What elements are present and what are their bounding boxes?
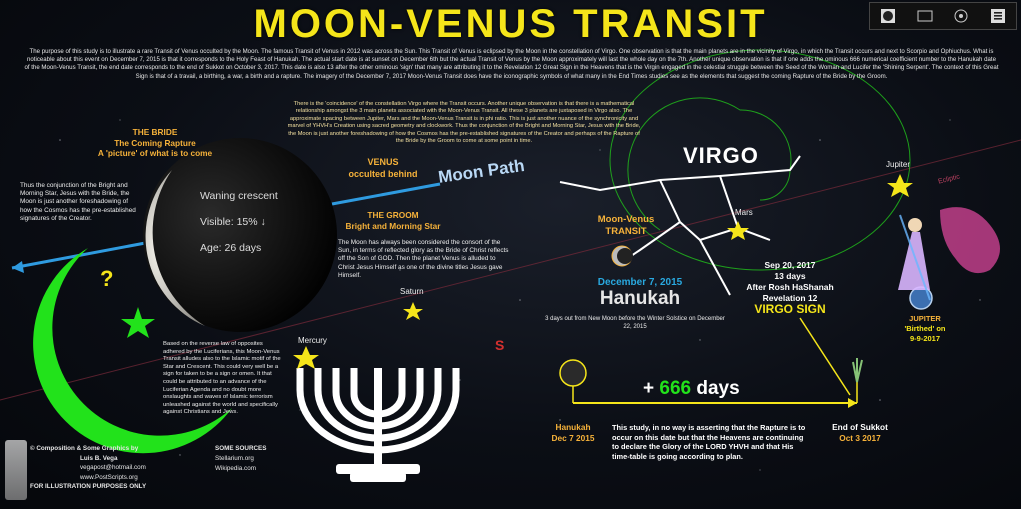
green-star — [121, 307, 155, 338]
sep-caption — [740, 260, 840, 315]
bride-tagline: A 'picture' of what is to come — [97, 148, 213, 158]
sep-revelation: Revelation 12 — [762, 293, 818, 303]
s-label: S — [495, 337, 505, 353]
venus-caption — [338, 156, 428, 180]
disclaimer: This study, in no way is asserting that the Rapture is to occur on this date but that the Heavens are continuing to declare the Glory of the LORD YHVH and that His time-table is going according to plan. — [612, 423, 806, 461]
timeline-label — [643, 378, 740, 400]
virgo-label: VIRGO — [683, 143, 759, 168]
credits-author: Luis B. Vega — [80, 454, 118, 462]
groom-heading: THE GROOM — [367, 210, 419, 220]
credits-block — [30, 444, 150, 492]
sukkot-lulav-icon — [853, 358, 862, 382]
venus-subheading: occulted behind — [348, 169, 418, 179]
jupiter-birth-birthed: 'Birthed' on — [904, 324, 946, 333]
timeline-start-date: Dec 7 2015 — [551, 432, 595, 443]
page-title: MOON-VENUS TRANSIT — [253, 2, 768, 46]
sep-after: After Rosh HaShanah — [746, 282, 834, 292]
source-wikipedia: Wikipedia.com — [215, 465, 256, 472]
mars-star — [727, 221, 749, 240]
moon-visibility: Visible: 15% ↓ — [200, 216, 266, 228]
sep-days: 13 days — [774, 271, 806, 281]
dragon-figure — [940, 207, 1000, 273]
credits-disclaimer: FOR ILLUSTRATION PURPOSES ONLY — [30, 483, 147, 490]
mercury-star — [293, 346, 319, 369]
ecliptic-label: Ecliptic — [937, 173, 961, 186]
author-logo — [5, 440, 27, 500]
transit-moon-shadow — [617, 248, 633, 264]
jupiter-star — [887, 174, 913, 197]
credits-line: © Composition & Some Graphics by — [30, 445, 139, 452]
groom-caption — [328, 210, 458, 231]
intro-paragraph: The purpose of this study is to illustrate a rare Transit of Venus occulted by the Moon. The famous Transit of Venus in 2012 was across the Sun. This Transit of Venus is eclipsed by the Moon in the constellation of Virgo. One observation is that the main planets are in the vicinity of Virgo, in which the Transit occurs and next to Scorpio and Ophiuchus. What is noticeable about this event on December 7, 2015 is that it corresponds to the Holy Feast of Hanukah. The actual start date is at sunset on December 6th but the actual Transit of Venus by the Moon approximately will last the whole day on the 7th. Another unique observation is that if one adds the ominous 666 numerical coefficient number to the Hanukah date of the Moon-Venus Transit, the end date corresponds to the end of Sukkot on October 3, 2017. This date is also 13 after the other ominous 'sign' that many are attributing it to the Revelation 12 Great Sign in the Heavens that is the Virgin engaged in the celestial struggle between the Seed of the Woman and Lucifer the 'Shining Serpent'. The context of this Great Sign is that of a travail, a birthing, a war, a birth and a rapture. The imagery of the December 7, 2017 Moon-Venus Transit does have the iconographic symbols of what many in the End Times studies see as the elements that suggest the coming Rapture of the Bride by the Groom. — [24, 48, 999, 80]
moon-info-panel — [200, 183, 278, 261]
timeline-end-date: Oct 3 2017 — [839, 432, 881, 443]
transit-note: 3 days out from New Moon before the Winter Solstice on December 22, 2015 — [545, 316, 725, 330]
timeline-end-label: End of Sukkot — [832, 422, 888, 432]
hanukah-label: Hanukah — [599, 288, 681, 309]
transit-date: December 7, 2015 — [597, 277, 683, 288]
venus-heading: VENUS — [367, 157, 399, 167]
sources-block — [215, 444, 295, 474]
coincidence-paragraph: There is the 'coincidence' of the constellation Virgo where the Transit occurs. Another unique observation is that there is a mathematical relationship amongst the 3 main planets associated with the Moon-Venus Transit. All these 3 planets are juxtaposed in Virgo also. The approximate spacing between Jupiter, Mars and the Moon-Venus Transit is in phi ratio. This is just another nuance of the synchronicity and marvel of YHVH's Creation using sacred geometry and clockwork. Thus the conjunction of the Bright and Morning Star, Jesus with the Bride, the Moon is just another foreshadowing of how the Cosmos has the pre-established signatures of the Creator and perhaps of the Rapture of the Bride by the Groom to come at some point in time. — [287, 101, 641, 145]
timeline-start-menorah-icon — [560, 360, 586, 386]
transit-caption — [576, 214, 676, 238]
jupiter-birth-heading: JUPITER — [909, 314, 941, 323]
menorah — [300, 368, 456, 482]
timeline-start-label: Hanukah — [555, 422, 591, 432]
timeline-arrow — [848, 398, 857, 408]
jupiter-birth-date: 9-9-2017 — [909, 334, 941, 343]
bride-heading: THE BRIDE — [132, 127, 178, 137]
transit-heading: Moon-Venus — [597, 214, 655, 225]
virgo-sign-pointer — [800, 318, 850, 395]
timeline-end-caption — [820, 422, 900, 443]
virgin-figure — [898, 215, 930, 300]
bride-text: Thus the conjunction of the Bright and Morning Star, Jesus with the Bride, the Moon is just another foreshadowing of how the Cosmos has the pre-established signatures of the Creator. — [20, 182, 136, 222]
crescent-text: Based on the reverse law of opposites adhered by the Luciferians, this Moon-Venus Transit alludes also to the Islamic motif of the Star and Crescent. This could very well be a sign for taken to be a sign or omen. It that could be attributed to an advance of the Luciferian Agenda and no doubt more onslaughts and waves of Islamic terrorism unleashed against the world and specifically against Christians and Jews. — [163, 341, 281, 416]
mercury-label: Mercury — [298, 336, 327, 345]
moon-age: Age: 26 days — [200, 242, 262, 254]
credits-email: vegapost@hotmail.com — [80, 464, 146, 471]
jupiter-label: Jupiter — [886, 160, 911, 169]
moon-path-arrow — [12, 261, 24, 273]
timeline-plus: + — [643, 378, 655, 399]
virgo-sign-label: VIRGO SIGN — [754, 302, 826, 316]
groom-subheading: Bright and Morning Star — [345, 220, 441, 231]
mars-label: Mars — [735, 208, 753, 217]
question-mark: ? — [100, 266, 114, 291]
timeline-days-unit: days — [696, 378, 740, 399]
moon-path-label: Moon Path — [437, 155, 526, 187]
source-stellarium: Stellarium.org — [215, 455, 254, 462]
bride-caption — [95, 127, 215, 159]
jupiter-birth-caption — [895, 314, 955, 344]
sources-heading: SOME SOURCES — [215, 445, 267, 452]
transit-subheading: TRANSIT — [605, 226, 647, 237]
sep-date: Sep 20, 2017 — [764, 260, 816, 270]
timeline-days-value: 666 — [659, 378, 692, 399]
timeline-start-caption — [540, 422, 606, 443]
saturn-star — [403, 302, 423, 320]
moon-phase: Waning crescent — [200, 190, 278, 202]
credits-website: www.PostScripts.org — [80, 473, 138, 481]
bride-subheading: The Coming Rapture — [114, 137, 196, 148]
groom-text: The Moon has always been considered the consort of the Sun, in terms of reflected glory as the Bride of Christ reflects off the Son of GOD. Then the planet Venus is alluded to Christ Jesus Himself as one of the divine titles Jesus gave Himself. — [338, 239, 509, 279]
moon-path-line-2 — [332, 184, 440, 204]
saturn-label: Saturn — [400, 287, 424, 296]
